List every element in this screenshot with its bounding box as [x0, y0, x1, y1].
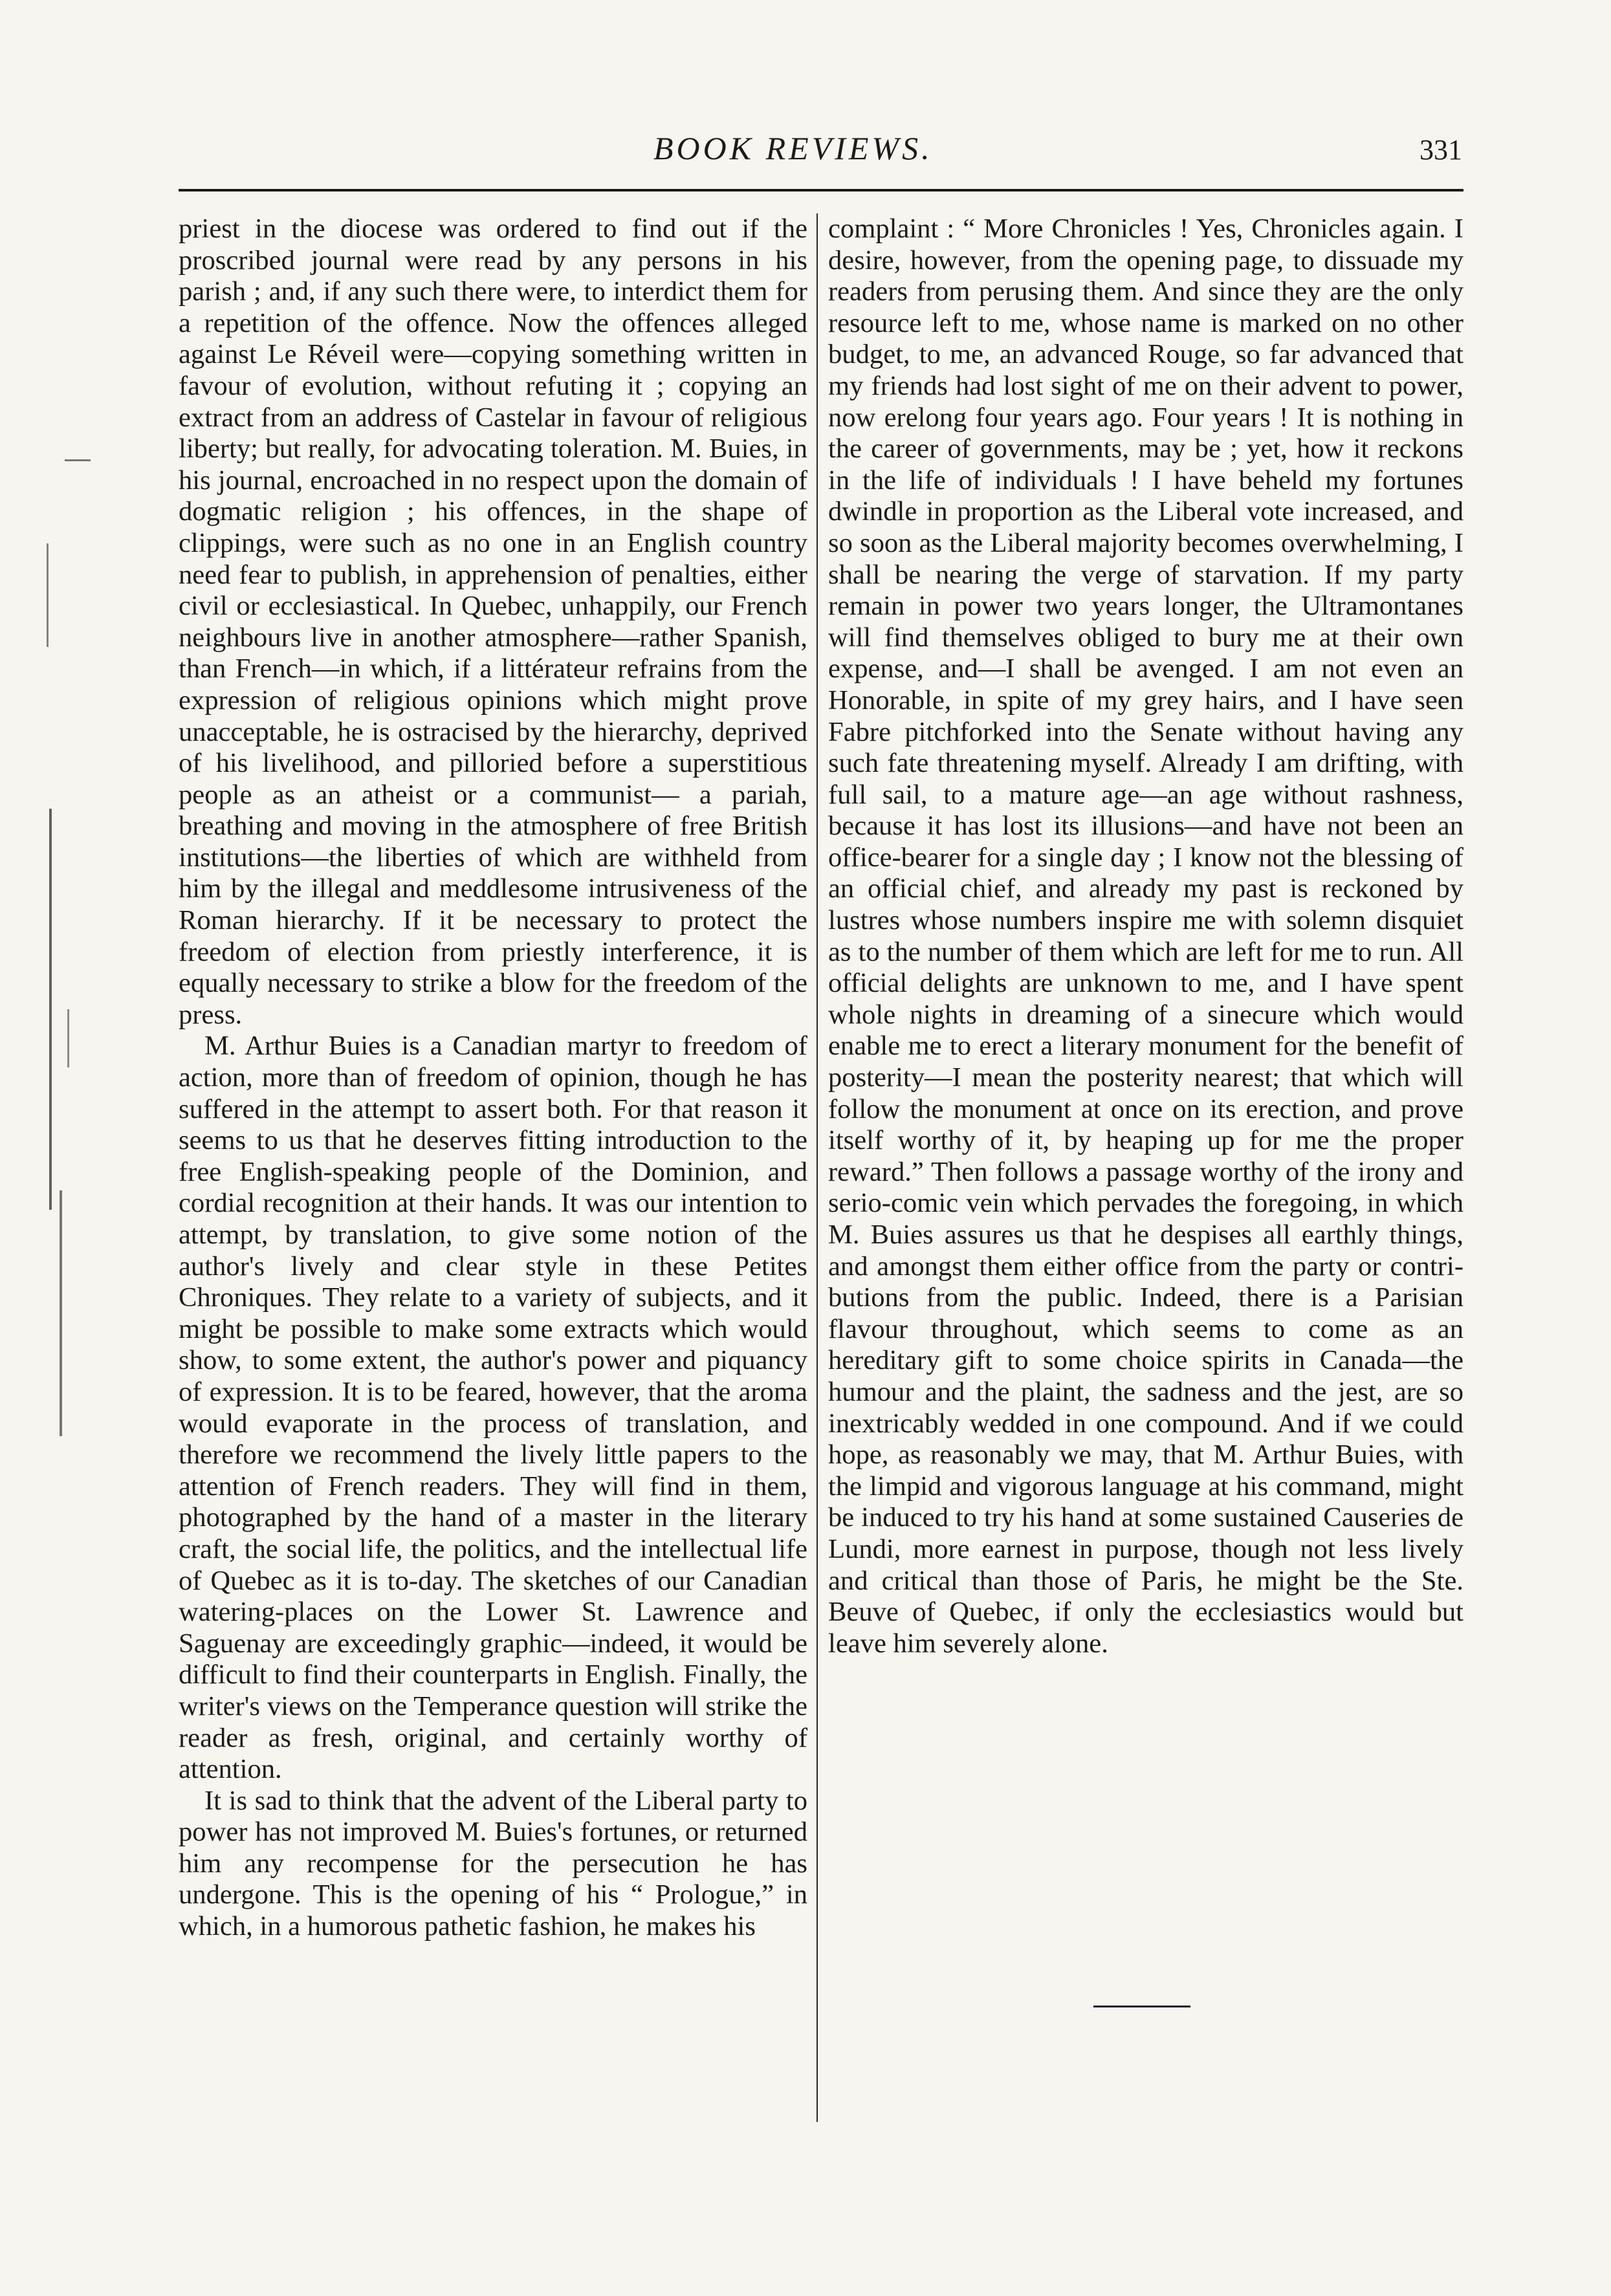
- scan-artifact: [47, 543, 49, 647]
- running-head: [155, 129, 1488, 175]
- paragraph: complaint : “ More Chronicles ! Yes, Chronicles again. I desire, however, from the opening page, to dissuade my readers from perusing them. And since they are the only resource left to me, whose name is marked on no other budget, to me, an advanced Rouge, so far advanced that my friends had lost sight of me on their advent to power, now erelong four years ago. Four years ! It is nothing in the career of governments, may be ; yet, how it reckons in the life of individuals ! I have beheld my fortunes dwindle in proportion as the Liberal vote increased, and so soon as the Liberal majority becomes overwhelming, I shall be nearing the verge of starvation. If my party remain in power two years longer, the Ultramontanes will find themselves obliged to bury me at their own expense, and—I shall be avenged. I am not even an Honorable, in spite of my grey hairs, and I have seen Fabre pitchforked into the Senate without having any such fate threatening myself. Already I am drifting, with full sail, to a mature age—an age without rashness, because it has lost its illusions—and have not been an office-bearer for a single day ; I know not the blessing of an official chief, and already my past is reckoned by lustres whose numbers inspire me with solemn disquiet as to the number of them which are left for me to run. All official delights are unknown to me, and I have spent whole nights in dreaming of a sinecure which would enable me to erect a literary monument for the benefit of posterity—I mean the posterity nearest; that which will follow the monument at once on its erection, and prove itself worthy of it, by heaping up for me the proper reward.” Then follows a passage worthy of the irony and serio-comic vein which pervades the foregoing, in which M. Buies assures us that he despises all earthly things, and amongst them either office from the party or contributions from the public. Indeed, there is a Parisian flavour throughout, which seems to come as an hereditary gift to some choice spirits in Canada—the humour and the plaint, the sadness and the jest, are so inextricably wedded in one compound. And if we could hope, as reasonably we may, that M. Arthur Buies, with the limpid and vigorous language at his command, might be induced to try his hand at some sustained Causeries de Lundi, more earnest in purpose, though not less lively and critical than those of Paris, he might be the Ste. Beuve of Quebec, if only the ecclesiastics would but leave him severely alone.: [828, 213, 1463, 1659]
- paragraph: priest in the diocese was ordered to find out if the proscribed journal were read by any persons in his parish ; and, if any such there were, to interdict them for a repetition of the offence. Now the offences alleged against Le Réveil were—copying something written in favour of evolution, without refuting it ; copying an extract from an address of Castelar in favour of religious liberty; but really, for advocating toleration. M. Buies, in his journal, encroached in no respect upon the domain of dogmatic religion ; his offences, in the shape of clippings, were such as no one in an English country need fear to publish, in apprehension of penalties, either civil or ecclesiastical. In Quebec, unhappily, our French neighbours live in another atmosphere—rather Spanish, than French—in which, if a littérateur refrains from the expression of religious opinions which might prove unacceptable, he is ostracised by the hierarchy, deprived of his livelihood, and pilloried before a superstitious people as an atheist or a communist— a pariah, breathing and moving in the atmosphere of free British institutions—the liberties of which are withheld from him by the illegal and meddlesome intrusiveness of the Roman hierarchy. If it be necessary to protect the freedom of election from priestly interference, it is equally necessary to strike a blow for the freedom of the press.: [179, 213, 807, 1030]
- column-divider: [816, 213, 818, 2122]
- paragraph: It is sad to think that the advent of the Liberal party to power has not improved M. Buies's fortunes, or returned him any recompense for the persecution he has undergone. This is the opening of his “ Prologue,” in which, in a humorous pathetic fashion, he makes his: [179, 1785, 807, 1942]
- right-column: [828, 213, 1463, 1659]
- header-rule: [179, 189, 1463, 191]
- scan-artifact: [65, 459, 91, 461]
- paragraph: M. Arthur Buies is a Canadian martyr to freedom of action, more than of freedom of opinion, though he has suffered in the attempt to assert both. For that reason it seems to us that he deserves fitting introduction to the free English-speaking people of the Dominion, and cordial recognition at their hands. It was our intention to attempt, by translation, to give some notion of the author's lively and clear style in these Petites Chroniques. They relate to a variety of subjects, and it might be possible to make some extracts which would show, to some extent, the author's power and piquancy of expression. It is to be feared, however, that the aroma would evaporate in the process of translation, and therefore we recommend the lively little papers to the attention of French readers. They will find in them, photographed by the hand of a master in the literary craft, the social life, the politics, and the intellectual life of Quebec as it is to-day. The sketches of our Canadian watering-places on the Lower St. Lawrence and Saguenay are exceedingly graphic—indeed, it would be difficult to find their counterparts in English. Finally, the writer's views on the Temperance question will strike the reader as fresh, original, and certainly worthy of attention.: [179, 1031, 807, 1785]
- scan-artifact: [60, 1190, 62, 1436]
- page-number: 331: [1419, 134, 1462, 166]
- scan-artifact: [49, 809, 52, 1210]
- scan-artifact: [67, 1009, 69, 1067]
- running-head-title: BOOK REVIEWS.: [653, 130, 933, 166]
- end-rule: [1093, 2006, 1190, 2007]
- left-column: [179, 213, 807, 1943]
